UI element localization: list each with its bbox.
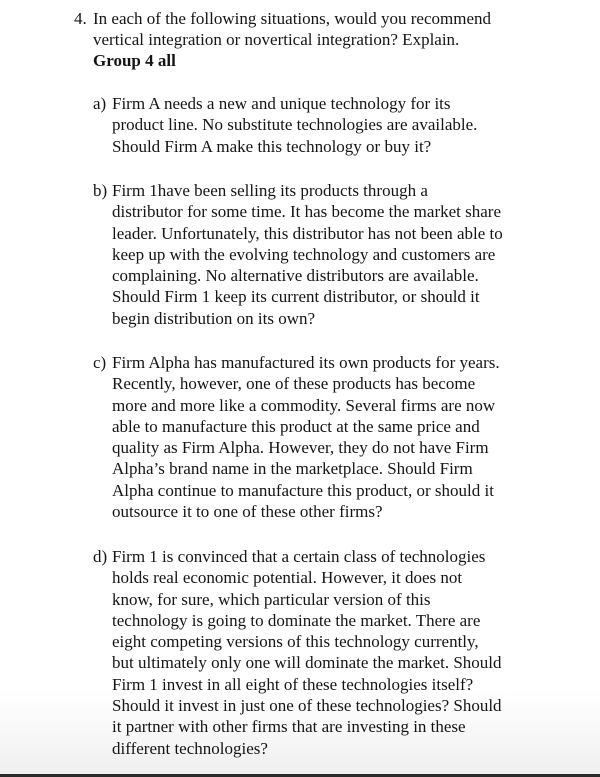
part-line: Should it invest in just one of these technologies? Should [112,696,502,716]
group-label: Group 4 all [93,51,176,70]
part-marker: d) [93,547,108,566]
part-line: Firm 1have been selling its products through a [112,181,428,200]
part-line: Should Firm A make this technology or buy it? [112,136,432,156]
part-line: quality as Firm Alpha. However, they do not have Firm [112,438,489,458]
question-number: 4. [74,9,87,28]
part-line: but ultimately only one will dominate the market. Should [112,653,502,673]
part-line: eight competing versions of this technology currently, [112,632,479,652]
part-line: technology is going to dominate the market. There are [112,610,481,630]
part-text [112,352,500,522]
part-line: know, for sure, which particular version of this [112,589,431,609]
part-line: complaining. No alternative distributors are available. [112,266,479,286]
question-line: In each of the following situations, would you recommend [93,9,491,28]
part-line: Alpha continue to manufacture this product, or should it [112,480,494,500]
part-marker: c) [93,353,107,372]
part-line: Firm 1 is convinced that a certain class of technologies [112,547,486,566]
part-text [112,546,502,759]
part-line: outsource it to one of these other firms? [112,502,383,522]
part-line: it partner with other firms that are investing in these [112,717,466,737]
part-marker: b) [93,181,108,200]
part-line: leader. Unfortunately, this distributor has not been able to [112,223,503,243]
part-line: distributor for some time. It has become the market share [112,202,501,222]
question-line: vertical integration or novertical integration? Explain. [93,30,460,49]
part-line: Should Firm 1 keep its current distributor, or should it [112,287,480,307]
part-line: different technologies? [112,738,268,758]
part-line: product line. No substitute technologies are available. [112,115,478,135]
part-line: holds real economic potential. However, it does not [112,568,463,588]
part-text [112,180,503,329]
part-line: able to manufacture this product at the same price and [112,416,480,436]
part-marker: a) [93,94,107,113]
part-line: keep up with the evolving technology and customers are [112,244,496,264]
part-line: more and more like a commodity. Several firms are now [112,395,496,415]
part-line: Firm 1 invest in all eight of these technologies itself? [112,674,474,694]
part-text [112,93,477,157]
part-line: Recently, however, one of these products has become [112,374,476,394]
part-line: Firm A needs a new and unique technology for its [112,94,451,113]
part-line: Firm Alpha has manufactured its own products for years. [112,353,500,372]
question-text [93,8,491,50]
part-line: Alpha’s brand name in the marketplace. Should Firm [112,459,473,479]
part-line: begin distribution on its own? [112,308,316,328]
